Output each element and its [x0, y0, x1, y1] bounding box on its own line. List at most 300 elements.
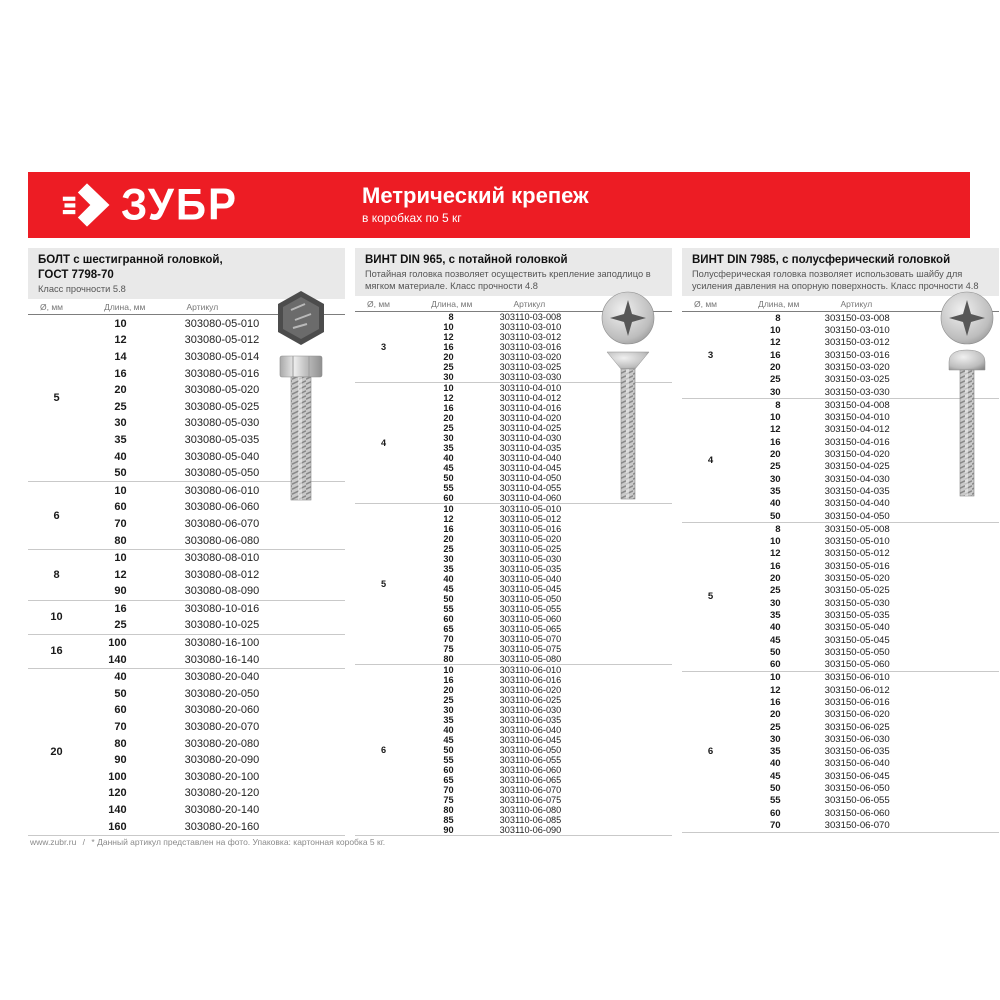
footer-separator: / — [82, 837, 86, 847]
diameter-value: 10 — [50, 611, 63, 624]
table-row — [739, 658, 999, 670]
length-value: 65 — [443, 775, 454, 786]
table-row — [739, 634, 999, 646]
table-row — [412, 574, 672, 584]
article-value: 303110-04-012 — [499, 393, 562, 404]
article-value: 303110-04-040 — [499, 453, 562, 464]
length-value: 16 — [443, 675, 454, 686]
length-value: 16 — [443, 524, 454, 535]
hex-bolt-photo — [271, 290, 331, 502]
article-value: 303110-05-030 — [499, 554, 562, 565]
table-row — [412, 795, 672, 805]
column-header-length: Длина, мм — [431, 299, 473, 310]
article-value: 303150-06-010 — [824, 672, 890, 684]
table-row — [412, 685, 672, 695]
article-value: 303080-06-080 — [184, 534, 260, 547]
length-value: 20 — [769, 573, 781, 585]
article-value: 303080-05-020 — [184, 384, 260, 397]
length-value: 16 — [769, 349, 781, 361]
diameter-value: 3 — [380, 342, 387, 353]
article-value: 303150-04-010 — [824, 412, 890, 424]
length-value: 30 — [443, 705, 454, 716]
article-value: 303110-05-016 — [499, 524, 562, 535]
length-value: 35 — [114, 433, 127, 446]
table-row — [85, 601, 345, 618]
table-row — [739, 672, 999, 684]
article-value: 303150-03-012 — [824, 337, 890, 349]
length-value: 40 — [114, 671, 127, 684]
table-row — [739, 585, 999, 597]
length-value: 10 — [769, 536, 781, 548]
table-row — [412, 534, 672, 544]
length-value: 30 — [443, 372, 454, 383]
article-value: 303110-05-065 — [499, 624, 562, 635]
article-value: 303110-05-075 — [499, 644, 562, 655]
article-value: 303150-04-040 — [824, 498, 890, 510]
article-value: 303110-05-020 — [499, 534, 562, 545]
length-value: 70 — [443, 785, 454, 796]
table-title: ВИНТ DIN 7985, с полусферический головкой — [692, 254, 951, 266]
banner-titles — [362, 184, 589, 225]
length-value: 80 — [443, 654, 454, 665]
article-value: 303150-05-040 — [824, 622, 890, 634]
table-row — [412, 725, 672, 735]
article-value: 303150-03-030 — [824, 386, 890, 398]
length-value: 50 — [769, 783, 781, 795]
length-value: 30 — [443, 554, 454, 565]
length-value: 50 — [769, 646, 781, 658]
length-value: 45 — [443, 735, 454, 746]
table-row — [412, 695, 672, 705]
article-value: 303110-03-016 — [499, 342, 562, 353]
article-value: 303080-20-120 — [184, 787, 260, 800]
length-value: 50 — [114, 467, 127, 480]
diameter-value: 5 — [707, 591, 714, 603]
article-value: 303110-06-040 — [499, 725, 562, 736]
article-value: 303150-06-035 — [824, 746, 890, 758]
length-value: 40 — [443, 725, 454, 736]
table-row — [739, 597, 999, 609]
length-value: 65 — [443, 624, 454, 635]
article-value: 303150-03-025 — [824, 374, 890, 386]
length-value: 25 — [443, 362, 454, 373]
table-row — [85, 735, 345, 752]
length-value: 25 — [114, 619, 127, 632]
table-row — [412, 554, 672, 564]
table-row — [412, 805, 672, 815]
table-row — [85, 818, 345, 835]
diameter-value: 4 — [707, 455, 714, 467]
table-row — [739, 721, 999, 733]
article-value: 303110-06-010 — [499, 665, 562, 676]
table-description: Полусферическая головка позволяет использовать шайбу для усиления давления на опорную поверхность. Класс прочности 4.8 — [692, 268, 979, 291]
footer-site: www.zubr.ru — [30, 837, 77, 847]
article-value: 303110-05-045 — [499, 584, 562, 595]
length-value: 50 — [443, 594, 454, 605]
article-value: 303080-05-040 — [184, 450, 260, 463]
article-value: 303080-06-010 — [184, 484, 260, 497]
length-value: 100 — [108, 637, 127, 650]
article-value: 303150-05-045 — [824, 634, 890, 646]
table-row — [85, 769, 345, 786]
table-row — [739, 770, 999, 782]
article-value: 303080-20-090 — [184, 754, 260, 767]
article-value: 303080-05-035 — [184, 433, 260, 446]
length-value: 60 — [114, 501, 127, 514]
article-value: 303080-05-016 — [184, 367, 260, 380]
table-row — [412, 584, 672, 594]
article-value: 303110-06-045 — [499, 735, 562, 746]
article-value: 303110-03-008 — [499, 312, 562, 323]
length-value: 25 — [769, 721, 781, 733]
length-value: 60 — [443, 493, 454, 504]
table-row — [739, 819, 999, 831]
length-value: 12 — [769, 548, 781, 560]
diameter-group — [28, 601, 345, 635]
article-value: 303080-20-040 — [184, 671, 260, 684]
table-row — [739, 523, 999, 535]
article-value: 303150-06-045 — [824, 770, 890, 782]
length-value: 8 — [775, 523, 781, 535]
article-value: 303110-05-055 — [499, 604, 562, 615]
article-value: 303080-08-090 — [184, 585, 260, 598]
article-value: 303110-03-025 — [499, 362, 562, 373]
length-value: 10 — [769, 672, 781, 684]
article-value: 303080-05-014 — [184, 350, 260, 363]
article-value: 303150-06-020 — [824, 709, 890, 721]
article-value: 303080-16-100 — [184, 637, 260, 650]
product-table-screw-din7985 — [682, 248, 999, 833]
length-value: 75 — [443, 795, 454, 806]
table-title: ВИНТ DIN 965, с потайной головкой — [365, 254, 568, 266]
article-value: 303150-06-012 — [824, 684, 890, 696]
article-value: 303150-05-060 — [824, 659, 890, 671]
article-value: 303110-04-010 — [499, 383, 562, 394]
product-table-bolt — [28, 248, 345, 836]
article-value: 303080-20-050 — [184, 687, 260, 700]
article-value: 303150-06-040 — [824, 758, 890, 770]
article-value: 303110-04-045 — [499, 463, 562, 474]
article-value: 303150-04-012 — [824, 424, 890, 436]
article-value: 303110-04-035 — [499, 443, 562, 454]
table-row — [739, 646, 999, 658]
column-header-article: Артикул — [513, 299, 546, 310]
length-value: 10 — [443, 665, 454, 676]
diameter-value: 6 — [380, 745, 387, 756]
column-header-diameter: Ø, мм — [367, 299, 391, 310]
length-value: 10 — [114, 484, 127, 497]
article-value: 303080-20-160 — [184, 820, 260, 833]
article-value: 303150-05-050 — [824, 646, 890, 658]
length-value: 100 — [108, 770, 127, 783]
table-title-block — [682, 248, 999, 296]
article-value: 303110-05-050 — [499, 594, 562, 605]
length-value: 12 — [443, 332, 454, 343]
article-value: 303150-05-010 — [824, 536, 890, 548]
table-title: БОЛТ с шестигранной головкой, ГОСТ 7798-70 — [38, 254, 223, 281]
diameter-group — [28, 550, 345, 601]
article-value: 303110-03-030 — [499, 372, 562, 383]
length-value: 10 — [443, 383, 454, 394]
countersunk-screw-photo — [598, 290, 658, 502]
length-value: 55 — [443, 755, 454, 766]
table-row — [85, 651, 345, 668]
table-row — [85, 550, 345, 567]
length-value: 40 — [769, 498, 781, 510]
product-table-screw-din965 — [355, 248, 672, 836]
length-value: 25 — [443, 544, 454, 555]
length-value: 10 — [769, 412, 781, 424]
length-value: 12 — [114, 568, 127, 581]
article-value: 303110-05-070 — [499, 634, 562, 645]
length-value: 12 — [114, 334, 127, 347]
length-value: 30 — [769, 386, 781, 398]
length-value: 30 — [769, 733, 781, 745]
length-value: 16 — [443, 342, 454, 353]
length-value: 20 — [769, 709, 781, 721]
table-row — [85, 583, 345, 600]
length-value: 10 — [443, 322, 454, 333]
article-value: 303150-06-030 — [824, 733, 890, 745]
length-value: 8 — [775, 312, 781, 324]
length-value: 16 — [114, 367, 127, 380]
article-value: 303150-06-070 — [824, 819, 890, 831]
article-value: 303080-10-025 — [184, 619, 260, 632]
article-value: 303150-06-050 — [824, 783, 890, 795]
article-value: 303110-05-012 — [499, 514, 562, 525]
diameter-group — [355, 504, 672, 665]
length-value: 85 — [443, 815, 454, 826]
table-row — [85, 532, 345, 549]
article-value: 303150-05-035 — [824, 609, 890, 621]
table-row — [85, 802, 345, 819]
table-row — [412, 785, 672, 795]
page-title: Метрический крепеж — [362, 183, 589, 208]
article-value: 303150-03-010 — [824, 325, 890, 337]
length-value: 25 — [769, 374, 781, 386]
length-value: 60 — [114, 704, 127, 717]
table-row — [85, 719, 345, 736]
length-value: 120 — [108, 787, 127, 800]
table-row — [739, 782, 999, 794]
table-row — [412, 564, 672, 574]
table-row — [85, 516, 345, 533]
length-value: 12 — [769, 337, 781, 349]
length-value: 35 — [769, 609, 781, 621]
article-value: 303110-06-020 — [499, 685, 562, 696]
article-value: 303110-03-010 — [499, 322, 562, 333]
article-value: 303110-05-025 — [499, 544, 562, 555]
length-value: 90 — [114, 585, 127, 598]
pan-head-screw-photo — [937, 290, 997, 502]
article-value: 303150-06-025 — [824, 721, 890, 733]
table-row — [739, 795, 999, 807]
page-subtitle: в коробках по 5 кг — [362, 211, 462, 226]
length-value: 140 — [108, 653, 127, 666]
length-value: 140 — [108, 804, 127, 816]
article-value: 303110-04-050 — [499, 473, 562, 484]
table-row — [739, 548, 999, 560]
article-value: 303080-05-025 — [184, 400, 260, 413]
length-value: 8 — [448, 312, 454, 323]
table-row — [85, 669, 345, 686]
diameter-value: 6 — [707, 746, 714, 758]
length-value: 45 — [443, 463, 454, 474]
length-value: 60 — [443, 614, 454, 625]
length-value: 16 — [769, 560, 781, 572]
article-value: 303150-03-020 — [824, 361, 890, 373]
article-value: 303150-06-055 — [824, 795, 890, 807]
length-value: 40 — [443, 453, 454, 464]
length-value: 60 — [769, 659, 781, 671]
brand-name: ЗУБР — [121, 179, 239, 230]
table-row — [412, 715, 672, 725]
length-value: 25 — [769, 585, 781, 597]
article-value: 303080-20-140 — [184, 804, 260, 816]
table-row — [739, 758, 999, 770]
article-value: 303110-06-065 — [499, 775, 562, 786]
table-row — [412, 675, 672, 685]
length-value: 45 — [443, 584, 454, 595]
length-value: 25 — [769, 461, 781, 473]
length-value: 55 — [443, 483, 454, 494]
article-value: 303080-20-060 — [184, 704, 260, 717]
article-value: 303150-05-012 — [824, 548, 890, 560]
length-value: 20 — [443, 413, 454, 424]
article-value: 303110-03-020 — [499, 352, 562, 363]
article-value: 303110-05-040 — [499, 574, 562, 585]
article-value: 303150-05-025 — [824, 585, 890, 597]
length-value: 55 — [769, 795, 781, 807]
table-row — [739, 572, 999, 584]
header-banner — [28, 172, 970, 238]
length-value: 35 — [769, 746, 781, 758]
table-row — [412, 604, 672, 614]
diameter-value: 16 — [50, 645, 63, 658]
table-row — [85, 752, 345, 769]
article-value: 303150-03-008 — [824, 312, 890, 324]
length-value: 16 — [769, 436, 781, 448]
table-row — [739, 560, 999, 572]
length-value: 10 — [114, 317, 127, 330]
article-value: 303080-16-140 — [184, 653, 260, 666]
article-value: 303110-06-050 — [499, 745, 562, 756]
length-value: 20 — [443, 352, 454, 363]
diameter-value: 20 — [50, 745, 63, 758]
table-row — [412, 775, 672, 785]
article-value: 303110-06-060 — [499, 765, 562, 776]
article-value: 303110-04-020 — [499, 413, 562, 424]
article-value: 303110-06-016 — [499, 675, 562, 686]
article-value: 303150-05-008 — [824, 523, 890, 535]
table-row — [412, 504, 672, 514]
length-value: 30 — [769, 597, 781, 609]
length-value: 10 — [769, 325, 781, 337]
length-value: 160 — [108, 820, 127, 833]
table-row — [85, 785, 345, 802]
table-row — [739, 709, 999, 721]
length-value: 30 — [114, 417, 127, 430]
length-value: 50 — [769, 510, 781, 522]
length-value: 8 — [775, 399, 781, 411]
table-description: Класс прочности 5.8 — [38, 283, 126, 294]
article-value: 303110-06-085 — [499, 815, 562, 826]
table-title-block — [355, 248, 672, 296]
length-value: 35 — [769, 485, 781, 497]
table-row — [739, 622, 999, 634]
table-description: Потайная головка позволяет осуществить крепление заподлицо в мягком материале. Класс прочности 4.8 — [365, 268, 651, 291]
table-row — [412, 665, 672, 675]
table-row — [739, 807, 999, 819]
zubr-logo-icon — [62, 180, 112, 230]
article-value: 303150-06-060 — [824, 807, 890, 819]
article-value: 303110-04-025 — [499, 423, 562, 434]
length-value: 16 — [769, 697, 781, 708]
article-value: 303110-05-010 — [499, 504, 562, 515]
table-row — [412, 825, 672, 835]
table-row — [412, 705, 672, 715]
length-value: 60 — [769, 807, 781, 819]
diameter-value: 6 — [53, 509, 60, 522]
diameter-group — [682, 523, 999, 672]
table-row — [412, 634, 672, 644]
length-value: 12 — [443, 393, 454, 404]
article-value: 303080-10-016 — [184, 602, 260, 615]
diameter-value: 5 — [53, 392, 60, 405]
length-value: 20 — [114, 384, 127, 397]
article-value: 303080-20-080 — [184, 737, 260, 750]
diameter-value: 4 — [380, 438, 387, 449]
diameter-value: 3 — [707, 349, 714, 361]
table-row — [85, 635, 345, 652]
article-value: 303110-05-035 — [499, 564, 562, 575]
length-value: 14 — [114, 350, 127, 363]
diameter-value: 5 — [380, 579, 387, 590]
diameter-group — [355, 665, 672, 836]
length-value: 70 — [114, 721, 127, 734]
diameter-group — [28, 635, 345, 669]
column-header-article: Артикул — [186, 302, 219, 313]
article-value: 303080-05-030 — [184, 417, 260, 430]
column-header-length: Длина, мм — [758, 299, 800, 310]
article-value: 303110-04-055 — [499, 483, 562, 494]
article-value: 303110-05-060 — [499, 614, 562, 625]
length-value: 40 — [769, 622, 781, 634]
table-row — [412, 524, 672, 534]
table-row — [85, 702, 345, 719]
article-value: 303150-04-008 — [824, 399, 890, 411]
table-row — [85, 686, 345, 703]
length-value: 10 — [114, 552, 127, 565]
article-value: 303110-05-080 — [499, 654, 562, 665]
length-value: 25 — [443, 695, 454, 706]
length-value: 70 — [443, 634, 454, 645]
article-value: 303110-04-016 — [499, 403, 562, 414]
length-value: 20 — [443, 685, 454, 696]
article-value: 303080-05-010 — [184, 317, 260, 330]
table-row — [412, 594, 672, 604]
column-header-diameter: Ø, мм — [694, 299, 718, 310]
article-value: 303080-20-100 — [184, 770, 260, 783]
length-value: 12 — [769, 424, 781, 436]
table-row — [739, 684, 999, 696]
length-value: 45 — [769, 770, 781, 782]
article-value: 303150-04-016 — [824, 436, 890, 448]
length-value: 40 — [769, 758, 781, 770]
article-value: 303110-06-080 — [499, 805, 562, 816]
article-value: 303110-04-060 — [499, 493, 562, 504]
length-value: 45 — [769, 634, 781, 646]
